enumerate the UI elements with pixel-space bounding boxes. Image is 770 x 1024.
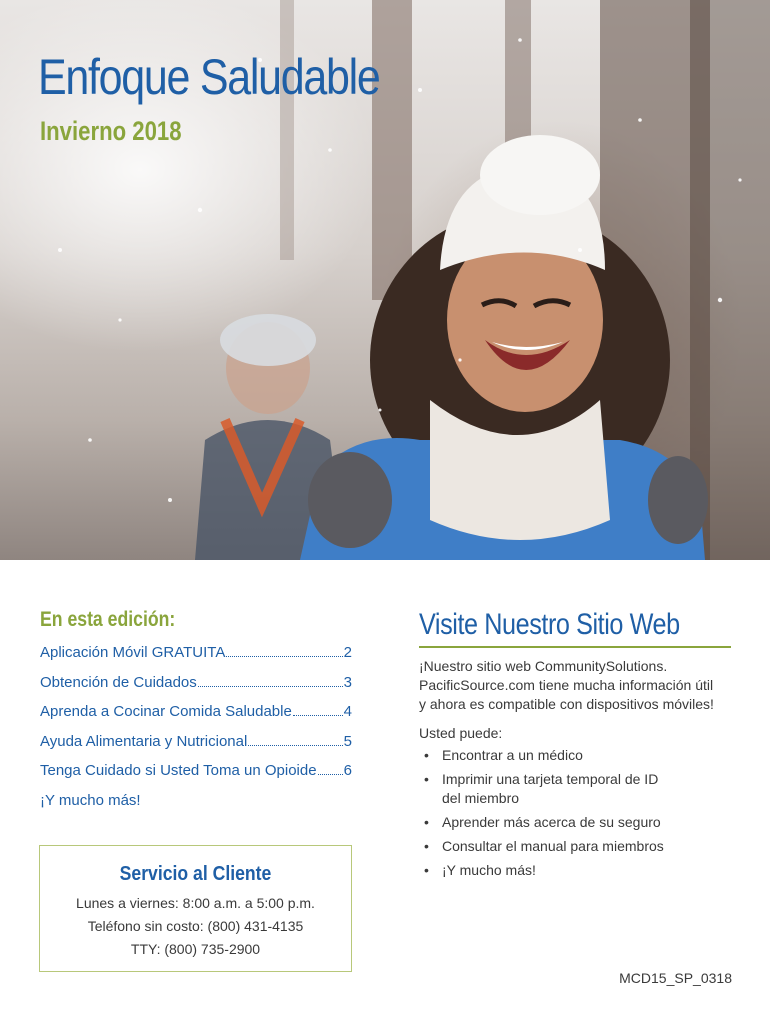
list-item — [424, 837, 724, 856]
list-item — [424, 813, 724, 832]
intro-line: y ahora es compatible con dispositivos móviles! — [419, 696, 714, 712]
website-heading: Visite Nuestro Sitio Web — [419, 608, 680, 641]
service-hours: Lunes a viernes: 8:00 a.m. a 5:00 p.m. — [76, 895, 315, 911]
toc-item[interactable] — [40, 733, 352, 763]
toc-item[interactable] — [40, 703, 352, 733]
customer-service-title: Servicio al Cliente — [119, 863, 272, 885]
toc-leader — [198, 675, 343, 687]
toc-item-page: 4 — [343, 703, 352, 721]
heading-divider — [419, 646, 731, 648]
document-code: MCD15_SP_0318 — [619, 970, 732, 986]
list-item-text: • ¡Y mucho más! — [442, 862, 536, 878]
toc-item-page: 3 — [343, 673, 352, 691]
magazine-title: Enfoque Saludable — [38, 49, 380, 105]
toc-leader — [226, 645, 342, 657]
list-item-text: • Aprender más acerca de su seguro — [442, 814, 661, 830]
list-item — [424, 770, 724, 808]
toc-item[interactable] — [40, 674, 352, 704]
website-intro — [419, 657, 739, 714]
list-item-text: • Imprimir una tarjeta temporal de ID — [442, 771, 659, 787]
toc-leader — [318, 763, 343, 775]
toc-leader — [248, 734, 342, 746]
intro-line: ¡Nuestro sitio web CommunitySolutions. — [419, 658, 668, 674]
list-item — [424, 861, 724, 880]
toc-leader — [293, 704, 343, 716]
toc-item-label: Ayuda Alimentaria y Nutricional — [40, 732, 248, 750]
list-item-text: del miembro — [442, 790, 520, 806]
usted-puede-label: Usted puede: — [419, 725, 503, 741]
intro-line: PacificSource.com tiene mucha información útil — [419, 677, 714, 693]
customer-service-box — [39, 845, 352, 972]
toc-item[interactable] — [40, 644, 352, 674]
toc-item[interactable] — [40, 762, 352, 792]
website-features-list — [424, 746, 724, 885]
toc-item-label: Aplicación Móvil GRATUITA — [40, 644, 226, 661]
toc-item-page: 2 — [343, 644, 352, 661]
toc-more — [40, 792, 352, 822]
toc-item-label: Obtención de Cuidados — [40, 673, 197, 691]
toc-item-page: 5 — [343, 732, 352, 750]
service-tty[interactable]: TTY: (800) 735-2900 — [130, 941, 261, 957]
list-item — [424, 746, 724, 765]
list-item-text: • Consultar el manual para miembros — [442, 838, 664, 854]
list-item-text: • Encontrar a un médico — [442, 747, 583, 763]
toc-more-label: ¡Y mucho más! — [40, 791, 141, 809]
toc-item-label: Aprenda a Cocinar Comida Saludable — [40, 703, 292, 721]
toc-item-label: Tenga Cuidado si Usted Toma un Opioide — [40, 762, 317, 780]
service-phone[interactable]: Teléfono sin costo: (800) 431-4135 — [87, 918, 304, 934]
toc-item-page: 6 — [343, 762, 352, 780]
table-of-contents — [40, 644, 352, 822]
edition-label: Invierno 2018 — [40, 116, 182, 146]
toc-heading: En esta edición: — [40, 608, 176, 631]
